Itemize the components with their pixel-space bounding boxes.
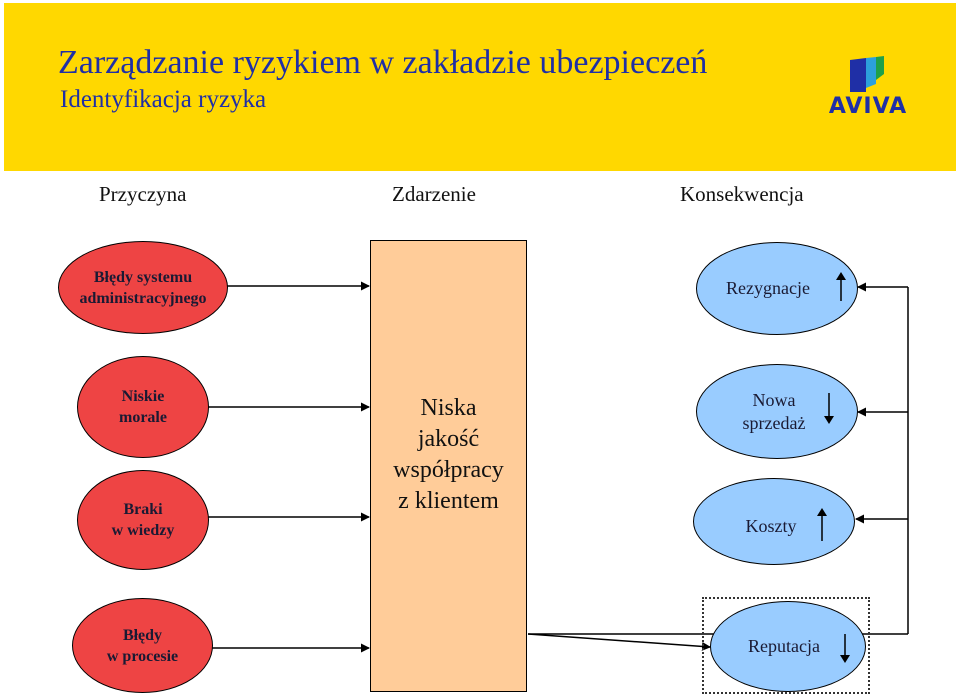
cause-line: Błędy systemu (93, 268, 193, 286)
cause-oval-low-morale (77, 356, 209, 458)
column-header-event: Zdarzenie (392, 182, 476, 206)
consequence-line: sprzedaż (742, 412, 806, 433)
cause-line: Braki (123, 501, 163, 518)
arrow-down-icon (823, 393, 835, 425)
event-line: jakość (417, 426, 480, 452)
cause-line: Niskie (121, 388, 165, 405)
event-line: z klientem (398, 488, 499, 514)
event-line: Niska (420, 395, 477, 421)
logo-text: AVIVA (828, 94, 908, 119)
cause-oval-knowledge-gaps (77, 470, 209, 570)
page-subtitle: Identyfikacja ryzyka (60, 86, 267, 113)
consequence-label: Reputacja (748, 636, 820, 656)
cause-line: administracyjnego (79, 289, 207, 307)
cause-oval-process-errors (72, 598, 213, 693)
consequence-oval-resignations (696, 242, 858, 335)
cause-line: w procesie (106, 647, 179, 665)
cause-line: morale (119, 409, 167, 426)
arrow-up-icon (835, 271, 847, 301)
consequence-line: Nowa (752, 389, 796, 410)
page-title: Zarządzanie ryzykiem w zakładzie ubezpieczeń (58, 44, 708, 81)
cause-oval-system-errors (58, 241, 228, 334)
cause-line: Błędy (122, 626, 163, 644)
arrow-up-icon (816, 507, 828, 541)
consequence-oval-new-sales (696, 364, 858, 459)
consequence-oval-costs (693, 478, 855, 565)
consequence-label: Koszty (745, 516, 797, 536)
event-line: współpracy (393, 457, 504, 483)
arrow-consequence4 (528, 634, 710, 647)
consequence-label (743, 389, 806, 435)
consequence-oval-reputation (710, 601, 866, 692)
column-header-consequence: Konsekwencja (680, 182, 804, 206)
column-header-cause: Przyczyna (99, 182, 187, 206)
cause-line: w wiedzy (111, 522, 175, 539)
event-box (370, 240, 527, 692)
consequence-label: Rezygnacje (726, 278, 810, 298)
arrow-down-icon (839, 634, 851, 664)
